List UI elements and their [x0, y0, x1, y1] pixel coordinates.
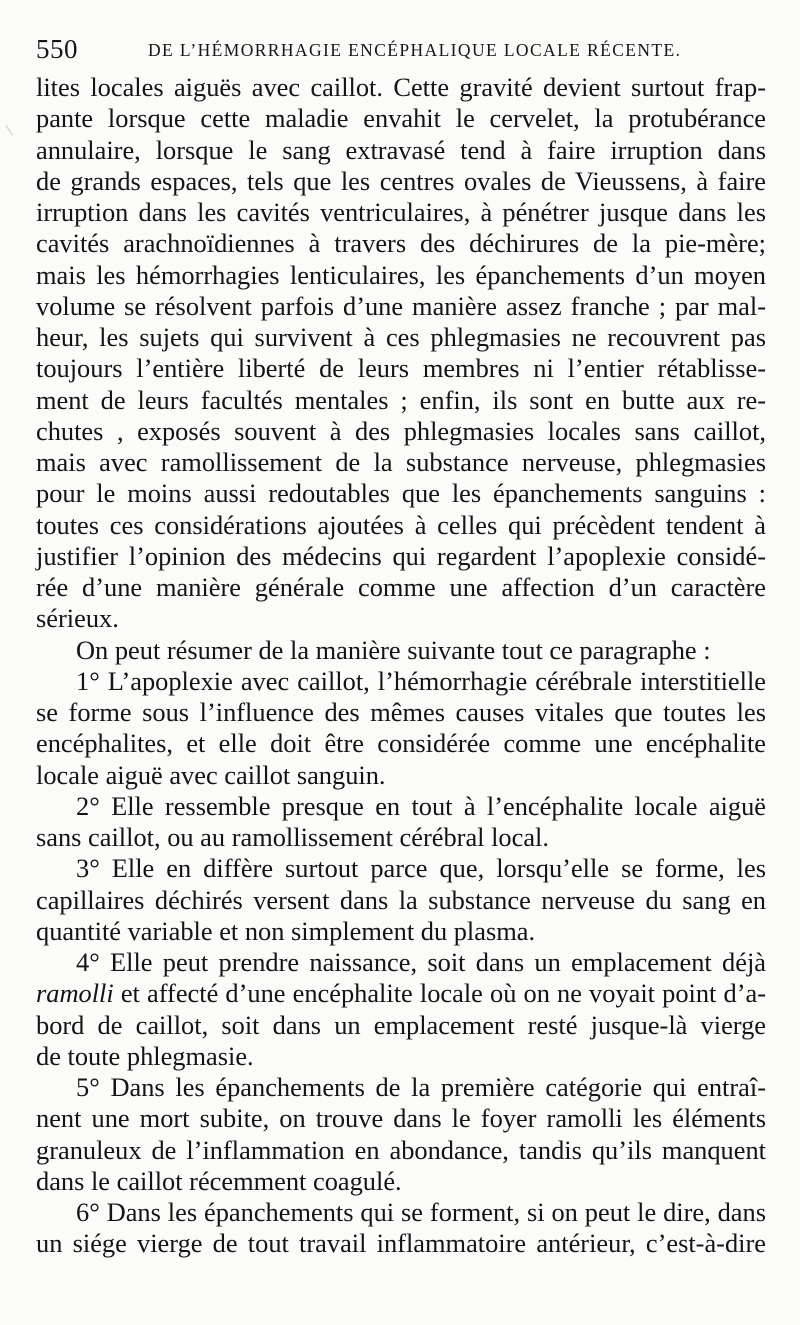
list-item-1: 1° L’apoplexie avec caillot, l’hémorrhagie cérébrale interstitielle: [76, 665, 766, 696]
text-line: ment de leurs facultés mentales ; enfin, ils sont en butte aux re-: [36, 384, 766, 415]
text-line: nent une mort subite, on trouve dans le foyer ramolli les éléments: [36, 1103, 766, 1134]
text-line: dans le caillot récemment coagulé.: [36, 1165, 402, 1196]
text-line: toujours l’entière liberté de leurs membres ni l’entier rétablisse-: [36, 353, 766, 384]
text-line: toutes ces considérations ajoutées à celles qui précèdent tendent à: [36, 509, 766, 540]
text-line: rée d’une manière générale comme une affection d’un caractère: [36, 572, 766, 602]
text-line: granuleux de l’inflammation en abondance, tandis qu’ils manquent: [36, 1134, 766, 1165]
text-line: cavités arachnoïdiennes à travers des déchirures de la pie-mère;: [36, 228, 766, 259]
text-line: heur, les sujets qui survivent à ces phlegmasies ne recouvrent pas: [36, 322, 766, 352]
margin-pencil-mark: [5, 121, 19, 136]
text-line: pante lorsque cette maladie envahit le cervelet, la protubérance: [36, 103, 766, 134]
running-title: DE L’HÉMORRHAGIE ENCÉPHALIQUE LOCALE RÉCENTE.: [148, 40, 682, 60]
text-line: lites locales aiguës avec caillot. Cette gravité devient surtout frap-: [36, 72, 766, 102]
text-line: volume se résolvent parfois d’une manière assez franche ; par mal-: [36, 290, 766, 321]
page-number: 550: [36, 34, 78, 64]
text-line: mais les hémorrhagies lenticulaires, les épanchements d’un moyen: [36, 259, 766, 290]
text-line: de toute phlegmasie.: [36, 1040, 254, 1071]
text-line-with-italic: ramolli et affecté d’une encéphalite locale où on ne voyait point d’a-: [36, 978, 766, 1009]
text-line: pour le moins aussi redoutables que les épanchements sanguins :: [36, 478, 766, 509]
paragraph-start: On peut résumer de la manière suivante tout ce paragraphe :: [76, 634, 711, 665]
list-item-4: 4° Elle peut prendre naissance, soit dans un emplacement déjà: [76, 947, 766, 977]
text-line: encéphalites, et elle doit être considérée comme une encéphalite: [36, 728, 766, 759]
text-line: mais avec ramollissement de la substance nerveuse, phlegmasies: [36, 447, 766, 477]
text-line: bord de caillot, soit dans un emplacement resté jusque-là vierge: [36, 1009, 766, 1040]
text-line: irruption dans les cavités ventriculaires, à pénétrer jusque dans les: [36, 197, 766, 227]
text-line: chutes , exposés souvent à des phlegmasies locales sans caillot,: [36, 415, 766, 446]
text-line: locale aiguë avec caillot sanguin.: [36, 759, 386, 790]
text-line: justifier l’opinion des médecins qui regardent l’apoplexie considé-: [36, 540, 766, 571]
text-line: sans caillot, ou au ramollissement cérébral local.: [36, 822, 549, 852]
page-header: [36, 34, 766, 68]
text-line: quantité variable et non simplement du plasma.: [36, 915, 536, 946]
text-line: se forme sous l’influence des mêmes causes vitales que toutes les: [36, 697, 766, 727]
list-item-5: 5° Dans les épanchements de la première catégorie qui entraî-: [76, 1072, 766, 1102]
body-text: [36, 72, 766, 1260]
list-item-3: 3° Elle en diffère surtout parce que, lorsqu’elle se forme, les: [76, 853, 766, 884]
text-line: de grands espaces, tels que les centres ovales de Vieussens, à faire: [36, 165, 766, 196]
list-item-2: 2° Elle ressemble presque en tout à l’encéphalite locale aiguë: [76, 790, 766, 821]
list-item-6: 6° Dans les épanchements qui se forment, si on peut le dire, dans: [76, 1197, 766, 1227]
text-line: capillaires déchirés versent dans la substance nerveuse du sang en: [36, 884, 766, 915]
text-line: annulaire, lorsque le sang extravasé tend à faire irruption dans: [36, 134, 766, 165]
text-line: sérieux.: [36, 603, 119, 634]
text-line: un siége vierge de tout travail inflammatoire antérieur, c’est-à-dire: [36, 1228, 766, 1259]
